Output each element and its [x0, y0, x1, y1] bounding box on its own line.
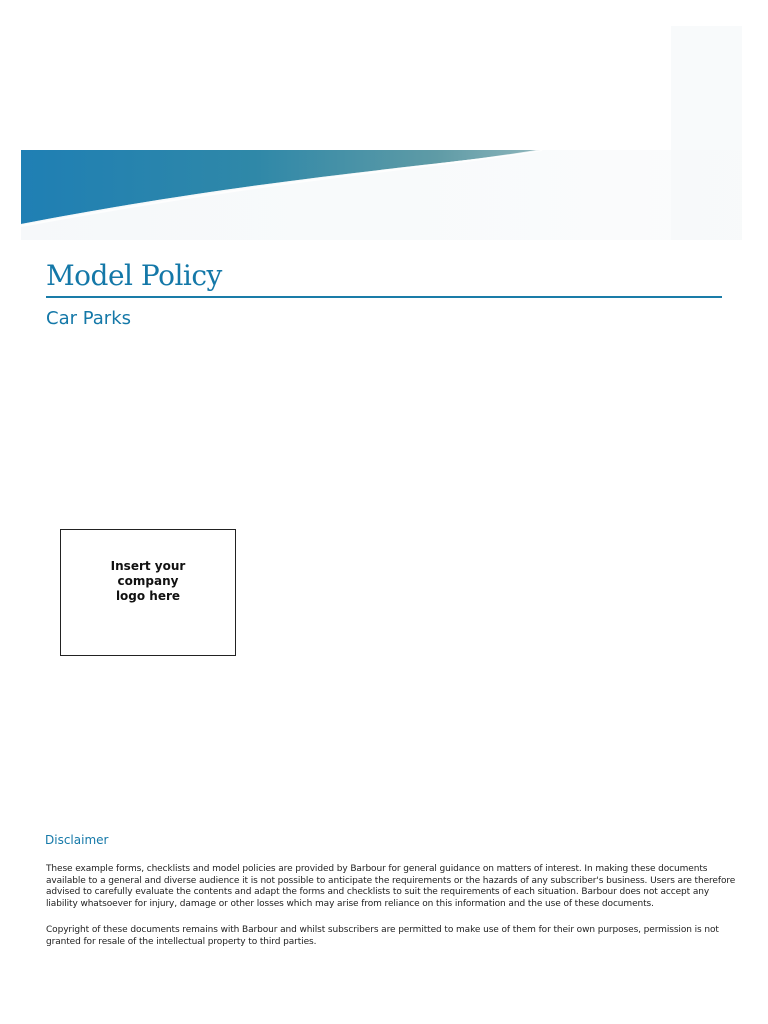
logo-placeholder-box [60, 529, 236, 656]
header-wave-graphic [21, 26, 742, 240]
copyright-paragraph: Copyright of these documents remains with Barbour and whilst subscribers are permitted to make use of them for their own purposes, permission is not granted for resale of the intellectual property to third parties. [46, 925, 719, 947]
title-underline [46, 296, 722, 298]
disclaimer-paragraph: These example forms, checklists and model policies are provided by Barbour for general guidance on matters of interest. In making these documents available to a general and diverse audience it is not possible to anticipate the requirements or the hazards of any subscriber's business. Users are therefore advised to carefully evaluate the contents and adapt the forms and checklists to suit the requirements of each situation. Barbour does not accept any liability whatsoever for injury, damage or other losses which may arise from reliance on this information and the use of these documents. [46, 864, 736, 910]
logo-placeholder-text: Insert your company logo here [110, 559, 186, 603]
document-title: Model Policy [46, 259, 222, 292]
header-banner [21, 26, 742, 240]
document-subtitle: Car Parks [46, 308, 131, 329]
disclaimer-heading: Disclaimer [45, 833, 109, 847]
